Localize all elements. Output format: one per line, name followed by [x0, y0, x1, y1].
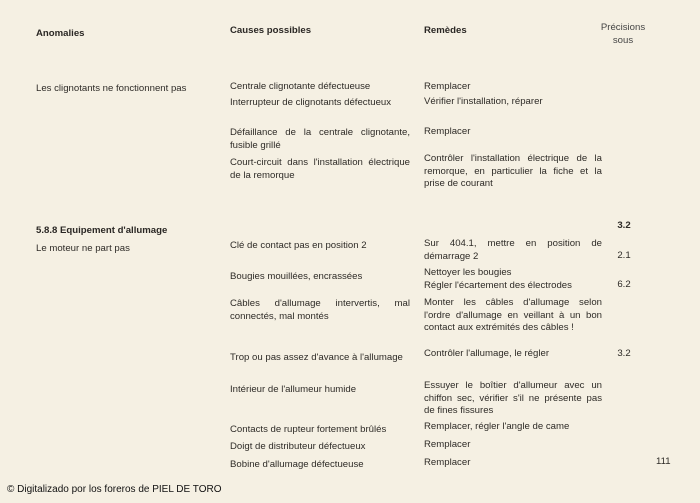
cause-row: Intérieur de l'allumeur humide	[230, 384, 357, 395]
cause-row: Doigt de distributeur défectueux	[230, 441, 366, 452]
remedy-row: Remplacer	[424, 439, 471, 450]
remedy-row: Sur 404.1, mettre en position de démarrage 2	[424, 238, 602, 262]
header-anomalies: Anomalies	[36, 28, 85, 39]
cause-row: Centrale clignotante défectueuse	[230, 81, 371, 92]
remedy-row: Contrôler l'allumage, le régler	[424, 348, 550, 359]
header-precisions-line2: sous	[612, 34, 634, 46]
cause-row: Contacts de rupteur fortement brûlés	[230, 424, 387, 435]
remedy-line: Nettoyer les bougies	[424, 267, 512, 278]
ref-value: 3.2	[617, 348, 631, 359]
anomaly-moteur: Le moteur ne part pas	[36, 243, 130, 254]
remedy-row	[424, 267, 602, 292]
remedy-row: Remplacer, régler l'angle de came	[424, 421, 570, 432]
cause-row: Câbles d'allumage intervertis, mal connectés, mal montés	[230, 298, 410, 322]
header-causes: Causes possibles	[230, 25, 312, 36]
section-title: 5.8.8 Equipement d'allumage	[36, 225, 168, 236]
cause-row: Court-circuit dans l'installation électrique de la remorque	[230, 157, 410, 181]
cause-row: Défaillance de la centrale clignotante, fusible grillé	[230, 127, 410, 151]
header-precisions-line1: Précisions	[600, 22, 646, 33]
remedy-row: Vérifier l'installation, réparer	[424, 96, 543, 107]
remedy-row: Contrôler l'installation électrique de la remorque, en particulier la fiche et la prise de courant	[424, 153, 602, 189]
footer-credit: © Digitalizado por los foreros de PIEL DE TORO	[7, 484, 222, 495]
remedy-row: Remplacer	[424, 81, 471, 92]
remedy-row: Remplacer	[424, 457, 471, 468]
cause-row: Bougies mouillées, encrassées	[230, 271, 363, 282]
cause-row: Clé de contact pas en position 2	[230, 240, 367, 251]
remedy-row: Monter les câbles d'allumage selon l'ordre d'allumage en veillant à un bon contact aux extrémités des câbles !	[424, 297, 602, 333]
anomaly-clignotants: Les clignotants ne fonctionnent pas	[36, 83, 187, 94]
cause-row: Bobine d'allumage défectueuse	[230, 459, 364, 470]
cause-row: Trop ou pas assez d'avance à l'allumage	[230, 352, 403, 363]
remedy-row: Essuyer le boîtier d'allumeur avec un chiffon sec, vérifier s'il ne présente pas de fines fissures	[424, 380, 602, 416]
cause-row: Interrupteur de clignotants défectueux	[230, 97, 392, 108]
remedy-line: Régler l'écartement des électrodes	[424, 279, 572, 291]
remedy-row: Remplacer	[424, 126, 471, 137]
ref-value: 6.2	[617, 279, 631, 290]
page-number: 111	[656, 456, 671, 467]
header-precisions	[594, 22, 652, 47]
header-remedes: Remèdes	[424, 25, 467, 36]
section-ref: 3.2	[617, 220, 631, 231]
ref-value: 2.1	[617, 250, 631, 261]
